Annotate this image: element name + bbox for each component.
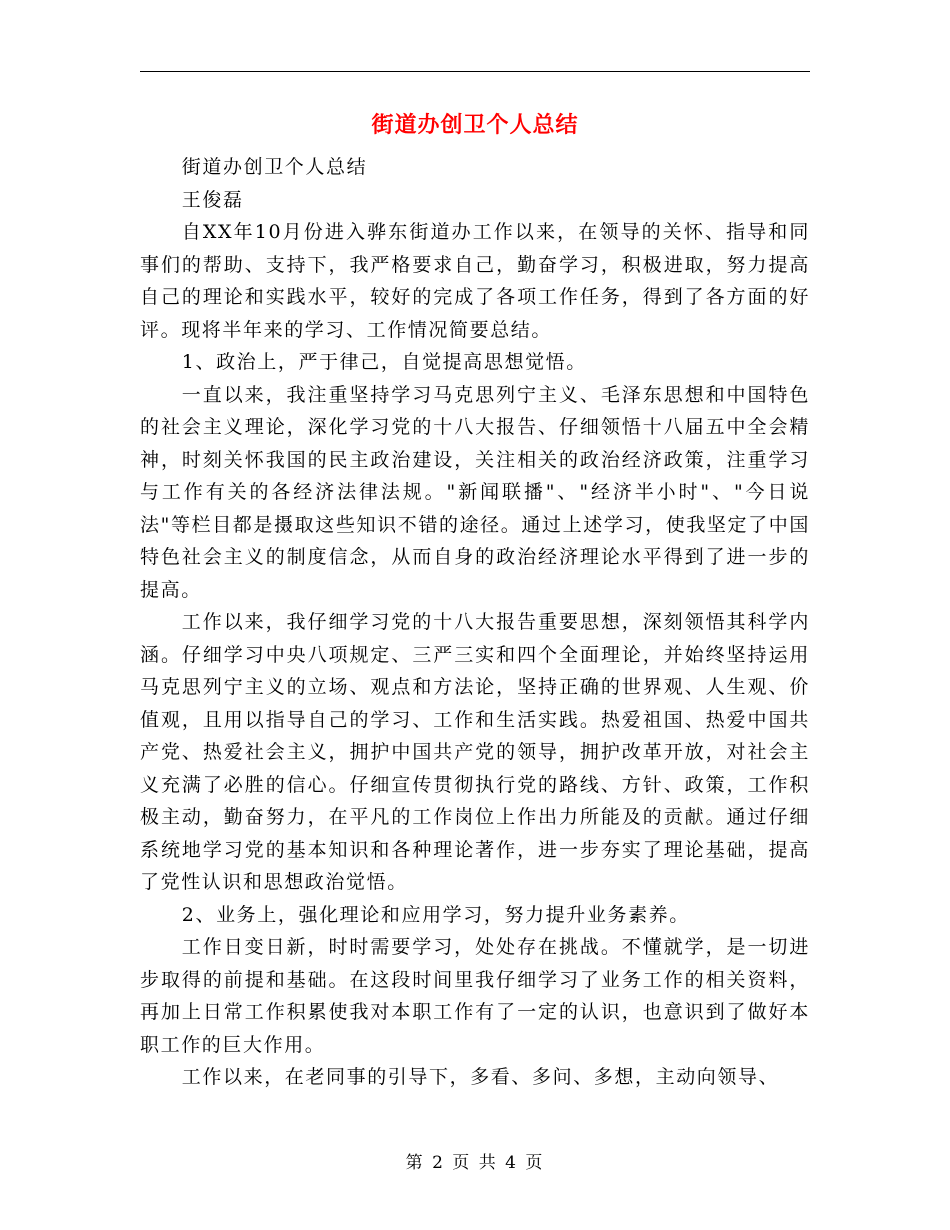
paragraph-heading-business: 2、业务上，强化理论和应用学习，努力提升业务素养。	[181, 903, 690, 926]
paragraph-heading-politics: 1、政治上，严于律己，自觉提高思想觉悟。	[181, 351, 587, 373]
paragraph-business-work: 工作以来，在老同事的引导下，多看、多问、多想，主动向领导、	[181, 1066, 780, 1088]
page-number: 第 2 页 共 4 页	[405, 1153, 545, 1173]
paragraph-intro: 自XX年10月份进入骅东街道办工作以来，在领导的关怀、指导和同事们的帮助、支持下，我严格要求自己，勤奋学习，积极进取，努力提高自己的理论和实践水平，较好的完成了各项工作任务，得到了各方面的好评。现将半年来的学习、工作情况简要总结。	[140, 221, 810, 341]
paragraph-subtitle: 街道办创卫个人总结	[181, 156, 368, 178]
document-body	[140, 151, 810, 1094]
header-rule	[140, 71, 810, 72]
paragraph-politics-work: 工作以来，我仔细学习党的十八大报告重要思想，深刻领悟其科学内涵。仔细学习中央八项规定、三严三实和四个全面理论，并始终坚持运用马克思列宁主义的立场、观点和方法论，坚持正确的世界观、人生观、价值观，且用以指导自己的学习、工作和生活实践。热爱祖国、热爱中国共产党、热爱社会主义，拥护中国共产党的领导，拥护改革开放，对社会主义充满了必胜的信心。仔细宣传贯彻执行党的路线、方针、政策，工作积极主动，勤奋努力，在平凡的工作岗位上作出力所能及的贡献。通过仔细系统地学习党的基本知识和各种理论著作，进一步夯实了理论基础，提高了党性认识和思想政治觉悟。	[140, 611, 810, 893]
paragraph-author: 王俊磊	[181, 188, 244, 211]
paragraph-politics-study: 一直以来，我注重坚持学习马克思列宁主义、毛泽东思想和中国特色的社会主义理论，深化学习党的十八大报告、仔细领悟十八届五中全会精神，时刻关怀我国的民主政治建设，关注相关的政治经济政策，注重学习与工作有关的各经济法律法规。"新闻联播"、"经济半小时"、"今日说法"等栏目都是摄取这些知识不错的途径。通过上述学习，使我坚定了中国特色社会主义的制度信念，从而自身的政治经济理论水平得到了进一步的提高。	[140, 383, 810, 601]
document-title: 街道办创卫个人总结	[371, 112, 579, 138]
paragraph-business-study: 工作日变日新，时时需要学习，处处存在挑战。不懂就学，是一切进步取得的前提和基础。在这段时间里我仔细学习了业务工作的相关资料，再加上日常工作积累使我对本职工作有了一定的认识，也意识到了做好本职工作的巨大作用。	[140, 936, 810, 1056]
